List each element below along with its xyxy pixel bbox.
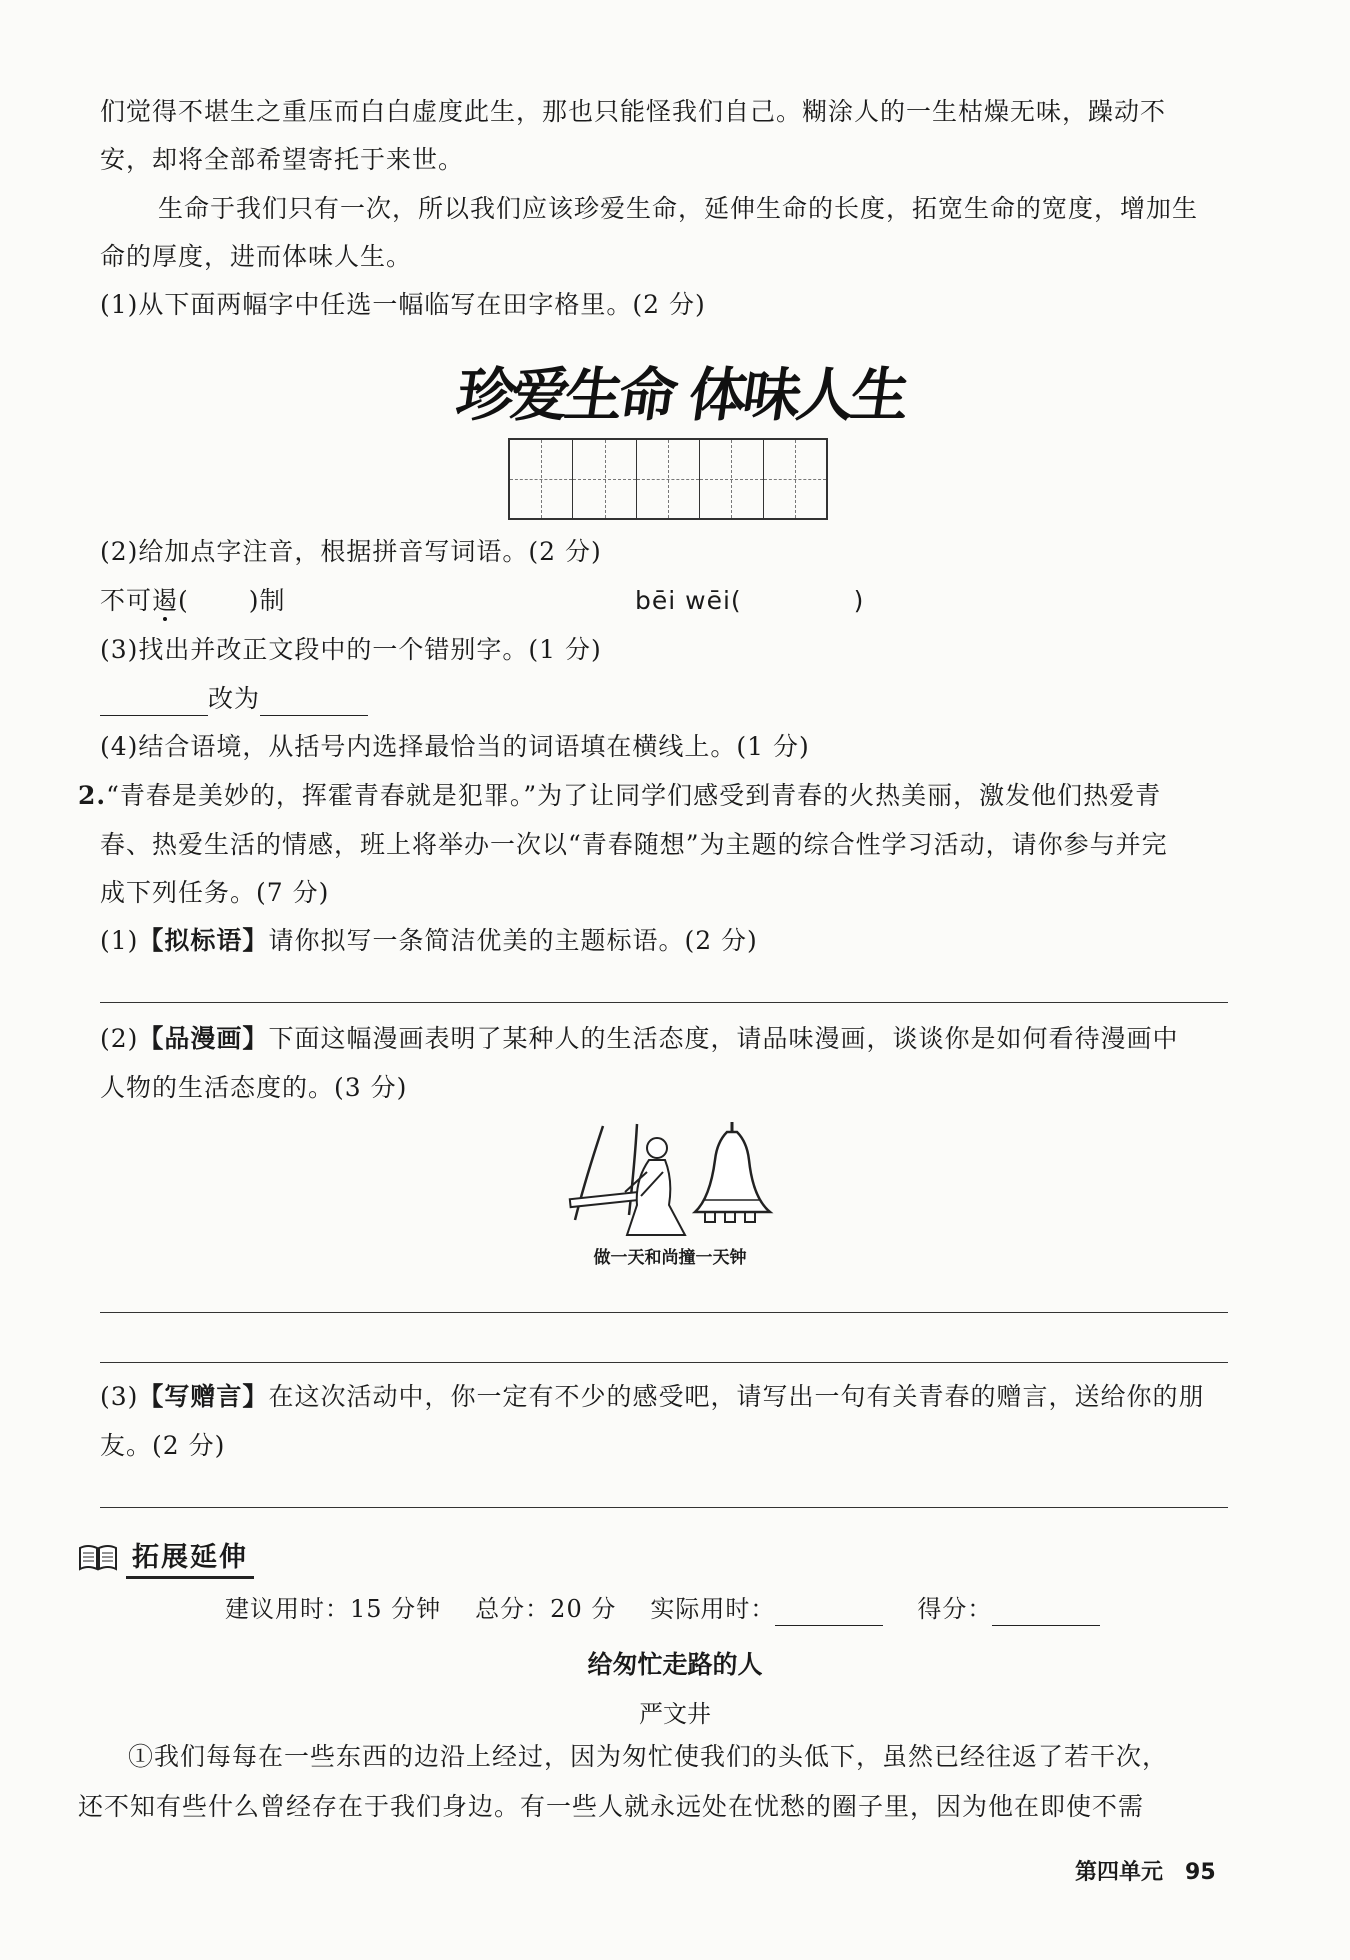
question-2-2	[100, 1022, 1230, 1056]
answer-line[interactable]	[100, 1362, 1228, 1363]
passage-line: 们觉得不堪生之重压而白白虚度此生，那也只能怪我们自己。糊涂人的一生枯燥无味，躁动不	[100, 97, 1167, 126]
question-2-1	[100, 924, 1230, 958]
task-tag: 【写赠言】	[138, 1382, 269, 1411]
article-line: ①我们每每在一些东西的边沿上经过，因为匆忙使我们的头低下，虽然已经往返了若干次，	[128, 1742, 1169, 1771]
answer-line[interactable]	[100, 1312, 1228, 1313]
correct-char-blank[interactable]	[260, 715, 368, 716]
question-1-1: (1)从下面两幅字中任选一幅临写在田字格里。(2 分)	[100, 290, 706, 319]
passage-line: 安，却将全部希望寄托于来世。	[100, 145, 465, 174]
cartoon-caption: 做一天和尚撞一天钟	[593, 1248, 747, 1268]
pinyin-text: bēi wēi(	[635, 586, 742, 615]
sub-number: (3)	[100, 1382, 139, 1411]
total-score: 总分：20 分	[475, 1595, 617, 1623]
grid-cell[interactable]	[764, 440, 826, 518]
wrong-char-blank[interactable]	[100, 715, 208, 716]
calligraphy-sample-right: 体味人生	[684, 361, 911, 429]
question-2-line: 春、热爱生活的情感，班上将举办一次以“青春随想”为主题的综合性学习活动，请你参与并完	[100, 830, 1168, 859]
question-text: “青春是美妙的，挥霍青春就是犯罪。”为了让同学们感受到青春的火热美丽，激发他们热爱青	[106, 781, 1162, 810]
task-tag: 【拟标语】	[138, 926, 269, 955]
monk-bell-cartoon	[565, 1120, 775, 1250]
grid-cell[interactable]	[510, 440, 573, 518]
question-1-3: (3)找出并改正文段中的一个错别字。(1 分)	[100, 635, 602, 664]
question-2-3	[100, 1380, 1230, 1414]
task-tag: 【品漫画】	[138, 1024, 269, 1053]
score-label: 得分：	[917, 1595, 993, 1623]
passage-line: 命的厚度，进而体味人生。	[100, 242, 413, 271]
unit-label: 第四单元	[1075, 1860, 1164, 1885]
question-1-4: (4)结合语境，从括号内选择最恰当的词语填在横线上。(1 分)	[100, 732, 810, 761]
article-line: 还不知有些什么曾经存在于我们身边。有一些人就永远处在忧愁的圈子里，因为他在即使不需	[78, 1792, 1145, 1821]
question-2-intro	[78, 779, 1230, 813]
question-number: 2.	[78, 781, 107, 810]
article-author: 严文井	[639, 1700, 711, 1728]
answer-line[interactable]	[100, 1507, 1228, 1508]
actual-time-label: 实际用时：	[650, 1595, 776, 1623]
question-2-3-line: 友。(2 分)	[100, 1431, 226, 1460]
question-2-line: 成下列任务。(7 分)	[100, 878, 330, 907]
grid-cell[interactable]	[573, 440, 636, 518]
page-number: 95	[1185, 1860, 1216, 1885]
task-text: 在这次活动中，你一定有不少的感受吧，请写出一句有关青春的赠言，送给你的朋	[268, 1382, 1205, 1411]
timing-row	[225, 1592, 1125, 1626]
score-blank[interactable]	[992, 1625, 1100, 1626]
pinyin-item-left	[100, 584, 600, 618]
sub-number: (1)	[100, 926, 139, 955]
article-title: 给匆忙走路的人	[587, 1650, 763, 1679]
change-to-label: 改为	[208, 684, 261, 713]
section-header	[78, 1535, 254, 1579]
word-text: )制	[248, 586, 286, 615]
question-1-2: (2)给加点字注音，根据拼音写词语。(2 分)	[100, 537, 602, 566]
page-footer	[1075, 1855, 1238, 1886]
paren-close: )	[853, 586, 865, 615]
pinyin-item-right	[635, 584, 935, 618]
suggested-time: 建议用时：15 分钟	[225, 1595, 442, 1623]
question-2-2-line: 人物的生活态度的。(3 分)	[100, 1073, 408, 1102]
grid-cell[interactable]	[700, 440, 763, 518]
tianzige-grid[interactable]	[508, 438, 828, 520]
open-book-icon	[78, 1542, 118, 1572]
paren-open: (	[178, 586, 189, 615]
task-text: 下面这幅漫画表明了某种人的生活态度，请品味漫画，谈谈你是如何看待漫画中	[268, 1024, 1179, 1053]
section-title: 拓展延伸	[126, 1535, 254, 1579]
actual-time-blank[interactable]	[775, 1625, 883, 1626]
sub-number: (2)	[100, 1024, 139, 1053]
task-text: 请你拟写一条简洁优美的主题标语。(2 分)	[268, 926, 758, 955]
calligraphy-sample-left: 珍爱生命	[452, 361, 679, 429]
answer-line[interactable]	[100, 1002, 1228, 1003]
passage-line: 生命于我们只有一次，所以我们应该珍爱生命，延伸生命的长度，拓宽生命的宽度，增加生	[158, 194, 1199, 223]
word-text: 不可	[100, 586, 153, 615]
dotted-character: 遏	[152, 586, 179, 615]
grid-cell[interactable]	[637, 440, 700, 518]
correction-row	[100, 682, 1230, 716]
